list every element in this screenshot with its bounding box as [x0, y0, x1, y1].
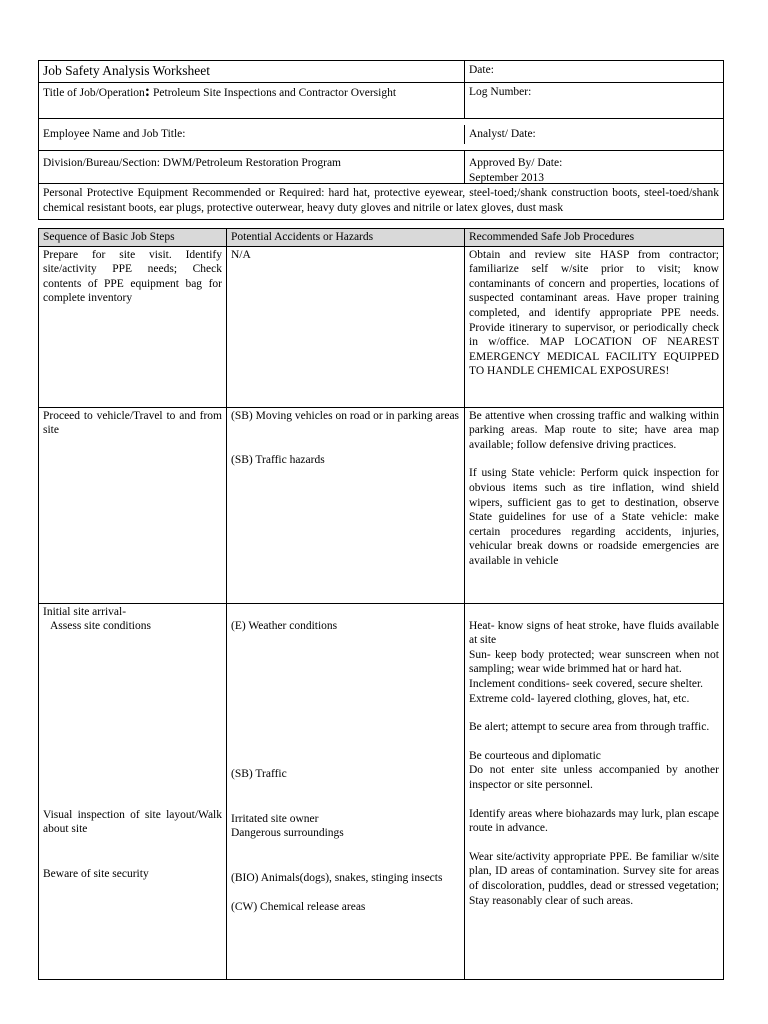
procedure-cell	[465, 604, 723, 979]
hazard-item: (E) Weather conditions	[231, 619, 338, 632]
hazard-cell: N/A	[227, 247, 465, 407]
table-row	[39, 604, 723, 979]
step-cell	[39, 604, 227, 979]
hazard-item: (SB) Traffic hazards	[231, 454, 325, 467]
procedure-item: Identify areas where biohazards may lurk, plan escape route in advance.	[469, 807, 719, 835]
analyst-label: Analyst/ Date:	[469, 128, 536, 141]
approved-date: September 2013	[469, 171, 545, 184]
job-title-label: Title of Job/Operation	[43, 87, 145, 99]
approved-label: Approved By/ Date:	[469, 157, 563, 169]
hazard-item: (CW) Chemical release areas	[231, 900, 366, 913]
jsa-worksheet	[38, 60, 724, 980]
procedure-item: Be alert; attempt to secure area from through traffic.	[469, 721, 710, 734]
step-item: Visual inspection of site layout/Walk about site	[43, 808, 222, 836]
hazard-item: (BIO) Animals(dogs), snakes, stinging insects	[231, 871, 443, 884]
hazard-item: Irritated site owner	[231, 812, 319, 825]
employee-label: Employee Name and Job Title:	[39, 125, 465, 144]
step-item: Beware of site security	[43, 867, 149, 880]
hazard-item: (SB) Moving vehicles on road or in parking areas	[231, 409, 460, 422]
col-header-procedures: Recommended Safe Job Procedures	[469, 231, 635, 243]
log-number-label: Log Number:	[469, 86, 532, 98]
procedure-item: Do not enter site unless accompanied by another inspector or site personnel.	[469, 764, 719, 791]
col-header-hazards: Potential Accidents or Hazards	[227, 229, 465, 246]
jsa-table	[38, 228, 724, 980]
hazard-cell	[227, 408, 465, 603]
hazard-item: (SB) Traffic	[231, 768, 287, 781]
approved-field	[465, 151, 723, 183]
col-header-steps: Sequence of Basic Job Steps	[39, 229, 227, 246]
procedure-item: Be attentive when crossing traffic and walking within parking areas. Map route to site; have area map available; follow defensive driving practices.	[469, 409, 719, 451]
job-title-field: Title of Job/Operation: Petroleum Site Inspections and Contractor Oversight	[39, 83, 465, 118]
hazard-cell	[227, 604, 465, 979]
division-field: Division/Bureau/Section: DWM/Petroleum Restoration Program	[39, 151, 465, 183]
step-cell: Prepare for site visit. Identify site/activity PPE needs; Check contents of PPE equipment bag for complete inventory	[39, 247, 227, 407]
worksheet-title: Job Safety Analysis Worksheet	[39, 61, 465, 82]
step-cell: Proceed to vehicle/Travel to and from site	[39, 408, 227, 603]
procedure-item: Be courteous and diplomatic	[469, 749, 601, 762]
step-item: Assess site conditions	[50, 620, 151, 633]
table-row	[39, 408, 723, 604]
procedure-item: Sun- keep body protected; wear sunscreen when not sampling; wear wide brimmed hat or hard hat.	[469, 648, 719, 676]
procedure-cell	[465, 408, 723, 603]
procedure-item: Heat- know signs of heat stroke, have fluids available at site	[469, 619, 719, 647]
procedure-item: Wear site/activity appropriate PPE. Be familiar w/site plan, ID areas of contamination. Survey site for areas of discoloration, puddles, dead or stressed vegetation; Stay reasonably clear of such areas.	[469, 850, 719, 907]
procedure-item: If using State vehicle: Perform quick inspection for obvious items such as tire inflation, wind shield wipers, sufficient gas to get to destination, observe State guidelines for use of a State vehicle: make certain procedures regarding accidents, injuries, vehicular break downs or roadside emergencies are available in vehicle	[469, 467, 719, 567]
worksheet-header	[38, 60, 724, 220]
procedure-item: Inclement conditions- seek covered, secure shelter.	[469, 677, 704, 690]
table-row	[39, 247, 723, 408]
hazard-item: Dangerous surroundings	[231, 827, 344, 840]
table-header-row	[39, 229, 723, 247]
date-label: Date:	[469, 64, 494, 76]
job-title-value: Petroleum Site Inspections and Contractor Oversight	[153, 87, 397, 99]
procedure-item: Extreme cold- layered clothing, gloves, hat, etc.	[469, 692, 690, 705]
procedure-cell: Obtain and review site HASP from contractor; familiarize self w/site prior to visit; know contaminants of concern and properties, locations of suspected contaminant areas. Have proper training completed, and identify appropriate PPE needs. Provide itinerary to supervisor, or periodically check in w/office. MAP LOCATION OF NEAREST EMERGENCY MEDICAL FACILITY EQUIPPED TO HANDLE CHEMICAL EXPOSURES!	[469, 248, 719, 378]
ppe-statement: Personal Protective Equipment Recommended or Required: hard hat, protective eyewear, steel-toed;/shank construction boots, steel-toed/shank chemical resistant boots, ear plugs, protective outerwear, heavy duty gloves and nitrile or latex gloves, dust mask	[39, 184, 723, 220]
step-item: Initial site arrival-	[43, 605, 127, 618]
